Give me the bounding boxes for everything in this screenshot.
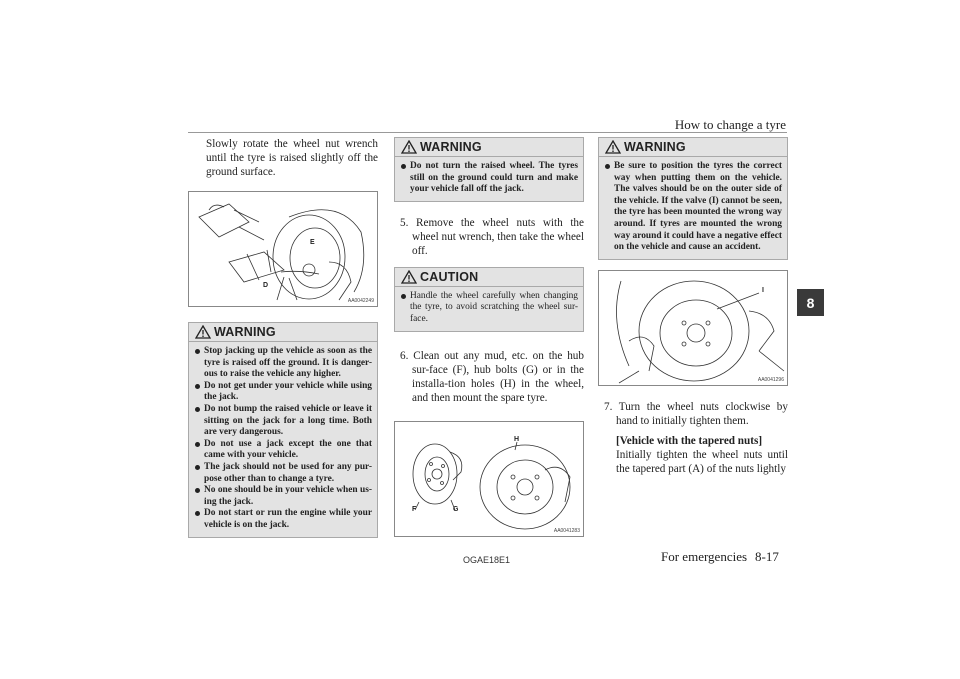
hub-illustration (395, 422, 584, 536)
warning-item: The jack should not be used for any pur-pose other than to change a tyre. (195, 462, 372, 485)
jack-figure (188, 191, 378, 307)
step-7: 7. Turn the wheel nuts clockwise by hand to initially tighten them. (604, 400, 788, 427)
warning-item: Do not start or run the engine while your vehicle is on the jack. (195, 508, 372, 531)
bullet-icon (401, 164, 406, 169)
warning-header (395, 138, 583, 157)
warning-item: Stop jacking up the vehicle as soon as the tyre is raised off the ground. It is danger-ous to raise the vehicle any higher. (195, 346, 372, 381)
warning-box-1 (188, 322, 378, 538)
bullet-icon (605, 164, 610, 169)
step-7-text: Initially tighten the wheel nuts until the tapered part (A) of the nuts lightly (616, 448, 788, 475)
bullet-icon (195, 442, 200, 447)
bullet-icon (195, 511, 200, 516)
column-3 (598, 137, 788, 476)
column-1 (188, 137, 378, 538)
warning-triangle-icon (195, 325, 211, 339)
footer-section: For emergencies (661, 549, 748, 564)
footer-page-number: 8-17 (755, 549, 779, 564)
figure-code: AA0041296 (757, 376, 784, 383)
subheading-tapered-nuts: [Vehicle with the tapered nuts] (616, 434, 763, 447)
warning-header (189, 323, 377, 342)
bullet-icon (401, 294, 406, 299)
warning-box-3 (598, 137, 788, 260)
caution-triangle-icon (401, 270, 417, 284)
label-h: H (514, 435, 520, 443)
bullet-icon (195, 349, 200, 354)
step-5: 5. Remove the wheel nuts with the wheel nut wrench, then take the wheel off. (400, 216, 584, 257)
bullet-icon (195, 465, 200, 470)
warning-list (599, 157, 787, 259)
warning-item: Do not use a jack except the one that came with your vehicle. (195, 439, 372, 462)
warning-box-2 (394, 137, 584, 202)
warning-list (395, 157, 583, 201)
caution-list (395, 287, 583, 331)
caution-item: Handle the wheel carefully when changing the tyre, to avoid scratching the wheel sur-face. (401, 291, 578, 326)
warning-triangle-icon (605, 140, 621, 154)
figure-code: AA0042249 (347, 298, 374, 304)
caution-title: CAUTION (420, 269, 479, 284)
label-i: I (762, 286, 764, 294)
warning-item: Do not turn the raised wheel. The tyres still on the ground could turn and make your vehicle fall off the jack. (401, 161, 578, 196)
header-rule (188, 132, 787, 133)
tyre-illustration (599, 271, 788, 385)
jack-illustration (189, 192, 378, 306)
intro-text: Slowly rotate the wheel nut wrench until the tyre is raised slightly off the ground surface. (206, 138, 378, 178)
footer-code: OGAE18E1 (463, 555, 511, 565)
warning-triangle-icon (401, 140, 417, 154)
warning-item: Be sure to position the tyres the correct way when putting them on the vehicle. The valves should be on the outer side of the vehicle. If the valve (I) cannot be seen, the tyre has been mounted the wrong way around. If tyres are mounted the wrong way around it could have a negative effect on the vehicle and cause an accident. (605, 161, 782, 254)
warning-list (189, 342, 377, 537)
hub-figure (394, 421, 584, 537)
chapter-tab[interactable]: 8 (797, 289, 824, 316)
bullet-icon (195, 384, 200, 389)
bullet-icon (195, 488, 200, 493)
label-f: F (412, 505, 417, 513)
figure-code: AA0041283 (553, 527, 580, 534)
warning-item: No one should be in your vehicle when us-ing the jack. (195, 485, 372, 508)
label-g: G (453, 505, 459, 513)
column-2 (394, 137, 584, 537)
warning-title: WARNING (420, 140, 482, 154)
warning-title: WARNING (624, 140, 686, 154)
caution-header (395, 268, 583, 287)
tyre-figure (598, 270, 788, 386)
warning-header (599, 138, 787, 157)
step-6: 6. Clean out any mud, etc. on the hub sur-face (F), hub bolts (G) or in the installa-tion holes (H) in the wheel, and then mount the spare tyre. (400, 349, 584, 404)
warning-title: WARNING (214, 325, 276, 339)
page-header-title: How to change a tyre (674, 117, 786, 132)
bullet-icon (195, 407, 200, 412)
warning-item: Do not bump the raised vehicle or leave it sitting on the jack for a long time. Both are very dangerous. (195, 404, 372, 439)
caution-box (394, 267, 584, 332)
label-e: E (310, 239, 315, 246)
warning-item: Do not get under your vehicle while using the jack. (195, 381, 372, 404)
label-d: D (263, 282, 269, 289)
